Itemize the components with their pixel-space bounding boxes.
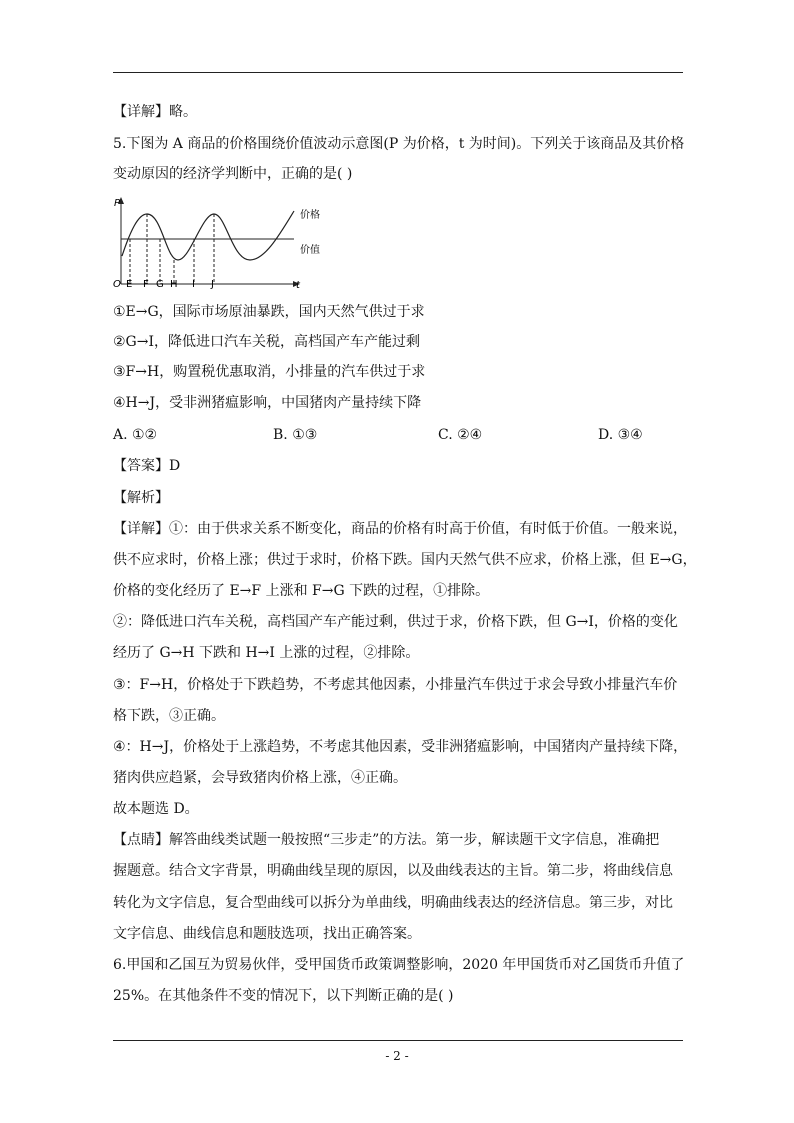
- analysis-line-6: ③：F→H，价格处于下跌趋势，不考虑其他因素，小排量汽车供过于求会导致小排量汽车价: [113, 677, 678, 693]
- analysis-line-5: 经历了 G→H 下跌和 H→I 上涨的过程，②排除。: [113, 645, 420, 661]
- tick-G: G: [156, 279, 164, 290]
- tick-H: H: [170, 279, 178, 290]
- statement-2: ②G→I，降低进口汽车关税，高档国产车产能过剩: [113, 334, 420, 350]
- analysis-line-3: 价格的变化经历了 E→F 上涨和 F→G 下跌的过程，①排除。: [113, 583, 490, 599]
- analysis-line-11: 【点睛】解答曲线类试题一般按照“三步走”的方法。第一步，解读题干文字信息，准确把: [113, 832, 660, 848]
- option-c: C. ②④: [438, 427, 483, 443]
- tick-E: E: [126, 279, 133, 290]
- analysis-line-2: 供不应求时，价格上涨；供过于求时，价格下跌。国内天然气供不应求，价格上涨，但 E→G，: [113, 552, 697, 568]
- prev-detail: 【详解】略。: [113, 104, 197, 120]
- tick-J: J: [211, 279, 214, 290]
- price-curve-label: 价格: [300, 210, 320, 221]
- option-b: B. ①③: [273, 427, 318, 443]
- analysis-line-8: ④：H→J，价格处于上涨趋势，不考虑其他因素，受非洲猪瘟影响，中国猪肉产量持续下降，: [113, 739, 688, 755]
- analysis-line-14: 文字信息、曲线信息和题肢选项，找出正确答案。: [113, 926, 421, 942]
- price-curve: [122, 211, 294, 260]
- option-d: D. ③④: [598, 427, 643, 443]
- statement-3: ③F→H，购置税优惠取消，小排量的汽车供过于求: [113, 364, 426, 380]
- x-axis-label: t: [296, 280, 300, 290]
- analysis-title: 【解析】: [113, 490, 169, 506]
- origin-label: O: [113, 279, 121, 290]
- analysis-line-1: 【详解】①：由于供求关系不断变化，商品的价格有时高于价值，有时低于价值。一般来说，: [113, 521, 687, 537]
- q5-stem-line2: 变动原因的经济学判断中，正确的是( ): [113, 166, 353, 182]
- analysis-line-10: 故本题选 D。: [113, 801, 199, 817]
- value-line-label: 价值: [300, 245, 320, 256]
- price-value-figure: [110, 194, 350, 290]
- answer: 【答案】D: [113, 458, 181, 474]
- y-axis-label: P: [114, 198, 121, 209]
- statement-4: ④H→J，受非洲猪瘟影响，中国猪肉产量持续下降: [113, 395, 422, 411]
- analysis-line-4: ②：降低进口汽车关税，高档国产车产能过剩，供过于求，价格下跌，但 G→I，价格的变化: [113, 614, 678, 630]
- footer-rule: [113, 1040, 683, 1041]
- statement-1: ①E→G，国际市场原油暴跌，国内天然气供过于求: [113, 304, 425, 320]
- page-number: - 2 -: [385, 1049, 409, 1063]
- tick-F: F: [143, 279, 149, 290]
- tick-I: I: [192, 279, 195, 290]
- q6-stem-line1: 6.甲国和乙国互为贸易伙伴，受甲国货币政策调整影响，2020 年甲国货币对乙国货币升值了: [113, 957, 685, 973]
- q6-stem-line2: 25%。在其他条件不变的情况下，以下判断正确的是( ): [113, 988, 454, 1004]
- analysis-line-9: 猪肉供应趋紧，会导致猪肉价格上涨，④正确。: [113, 770, 407, 786]
- analysis-line-7: 格下跌，③正确。: [113, 708, 225, 724]
- analysis-line-12: 握题意。结合文字背景，明确曲线呈现的原因，以及曲线表达的主旨。第二步，将曲线信息: [113, 863, 673, 879]
- q5-stem-line1: 5.下图为 A 商品的价格围绕价值波动示意图(P 为价格，t 为时间)。下列关于该商品及其价格: [113, 136, 685, 152]
- option-a: A. ①②: [113, 427, 158, 443]
- analysis-line-13: 转化为文字信息，复合型曲线可以拆分为单曲线，明确曲线表达的经济信息。第三步，对比: [113, 895, 673, 911]
- header-rule: [113, 72, 683, 73]
